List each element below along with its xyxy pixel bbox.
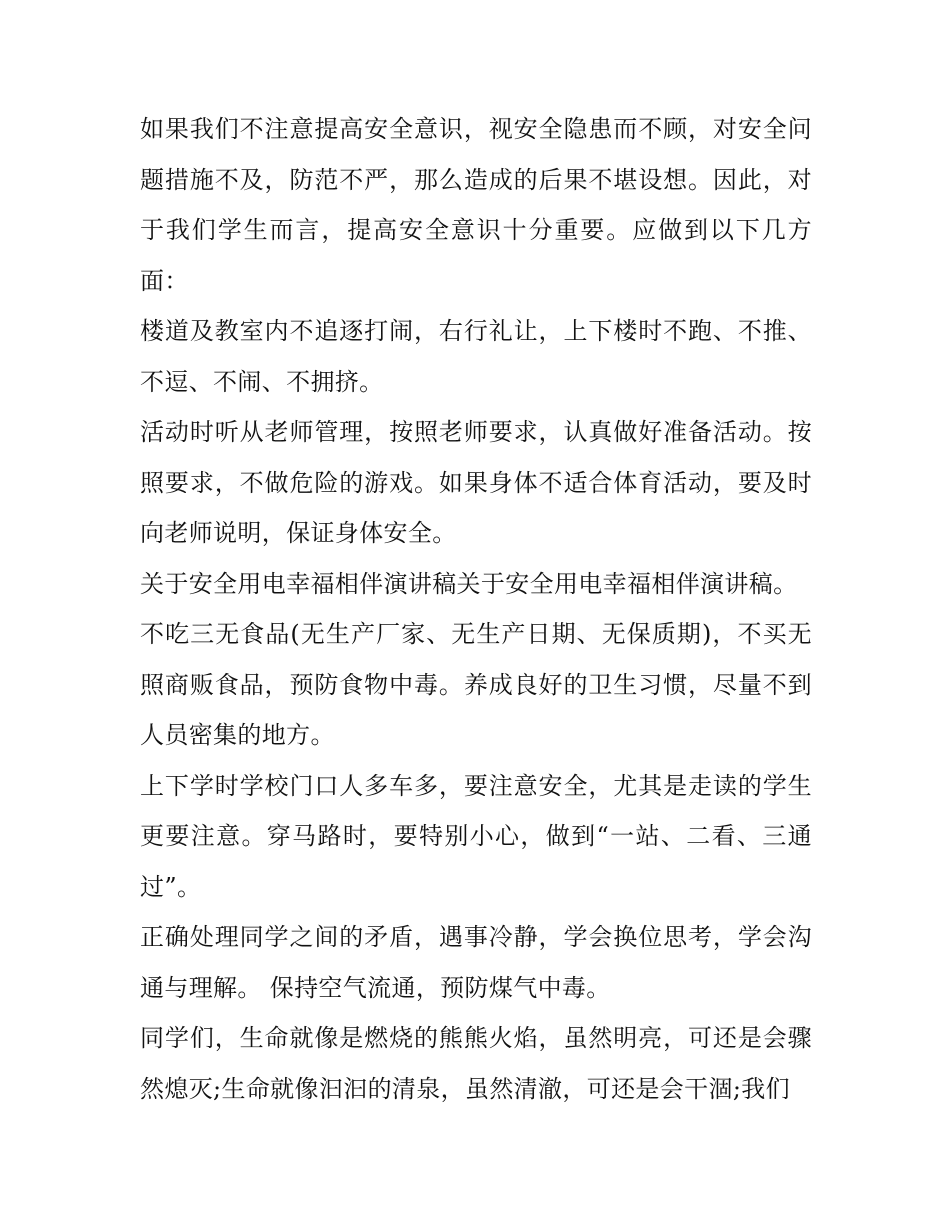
paragraph-2: 楼道及教室内不追逐打闹，右行礼让，上下楼时不跑、不推、不逗、不闹、不拥挤。 xyxy=(140,317,812,396)
paragraph-6: 上下学时学校门口人多车多，要注意安全，尤其是走读的学生更要注意。穿马路时，要特别小心，做到“一站、二看、三通过”。 xyxy=(140,771,812,901)
paragraph-1: 如果我们不注意提高安全意识，视安全隐患而不顾，对安全问题措施不及，防范不严，那么造成的后果不堪设想。因此，对于我们学生而言，提高安全意识十分重要。应做到以下几方面： xyxy=(140,115,812,295)
document-body xyxy=(140,104,812,1114)
paragraph-3: 活动时听从老师管理，按照老师要求，认真做好准备活动。按照要求，不做危险的游戏。如果身体不适合体育活动，要及时向老师说明，保证身体安全。 xyxy=(140,418,812,547)
paragraph-7: 正确处理同学之间的矛盾，遇事冷静，学会换位思考，学会沟通与理解。 保持空气流通，预防煤气中毒。 xyxy=(140,923,812,1002)
paragraph-5: 不吃三无食品(无生产厂家、无生产日期、无保质期)，不买无照商贩食品，预防食物中毒。养成良好的卫生习惯，尽量不到人员密集的地方。 xyxy=(140,620,812,749)
paragraph-8: 同学们，生命就像是燃烧的熊熊火焰，虽然明亮，可还是会骤然熄灭;生命就像汩汩的清泉，虽然清澈，可还是会干涸;我们 xyxy=(140,1024,812,1103)
paragraph-4: 关于安全用电幸福相伴演讲稿关于安全用电幸福相伴演讲稿。 xyxy=(140,569,798,598)
